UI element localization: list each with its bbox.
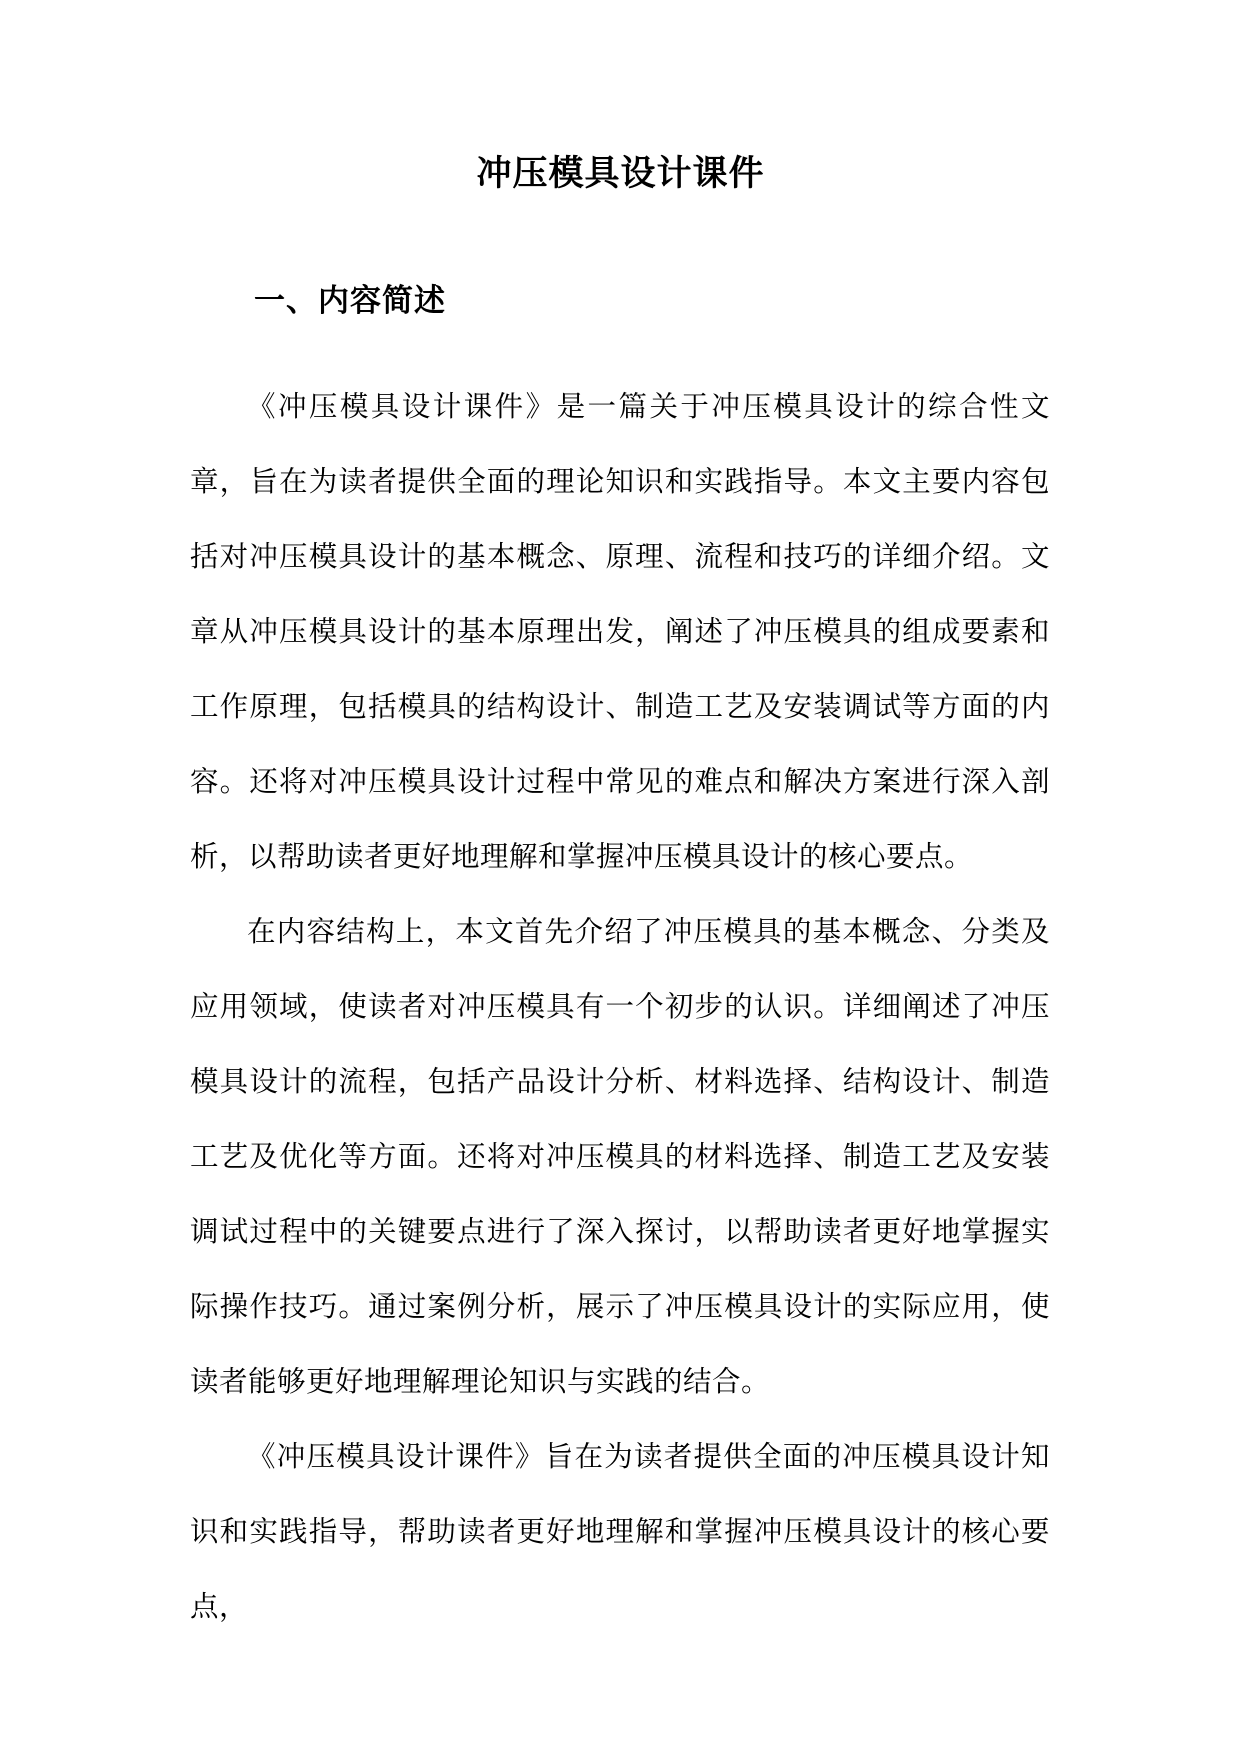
document-title: 冲压模具设计课件 xyxy=(476,154,765,194)
paragraph-2: 在内容结构上，本文首先介绍了冲压模具的基本概念、分类及应用领域，使读者对冲压模具有一个初步的认识。详细阐述了冲压模具设计的流程，包括产品设计分析、材料选择、结构设计、制造工艺及优化等方面。还将对冲压模具的材料选择、制造工艺及安装调试过程中的关键要点进行了深入探讨，以帮助读者更好地掌握实际操作技巧。通过案例分析，展示了冲压模具设计的实际应用，使读者能够更好地理解理论知识与实践的结合。 xyxy=(190,915,1050,1398)
paragraph-3: 《冲压模具设计课件》旨在为读者提供全面的冲压模具设计知识和实践指导，帮助读者更好地理解和掌握冲压模具设计的核心要点， xyxy=(190,1440,1050,1623)
section-heading: 一、内容简述 xyxy=(254,283,446,319)
body-text xyxy=(190,369,1050,1644)
paragraph-1: 《冲压模具设计课件》是一篇关于冲压模具设计的综合性文章，旨在为读者提供全面的理论知识和实践指导。本文主要内容包括对冲压模具设计的基本概念、原理、流程和技巧的详细介绍。文章从冲压模具设计的基本原理出发，阐述了冲压模具的组成要素和工作原理，包括模具的结构设计、制造工艺及安装调试等方面的内容。还将对冲压模具设计过程中常见的难点和解决方案进行深入剖析，以帮助读者更好地理解和掌握冲压模具设计的核心要点。 xyxy=(190,390,1050,873)
